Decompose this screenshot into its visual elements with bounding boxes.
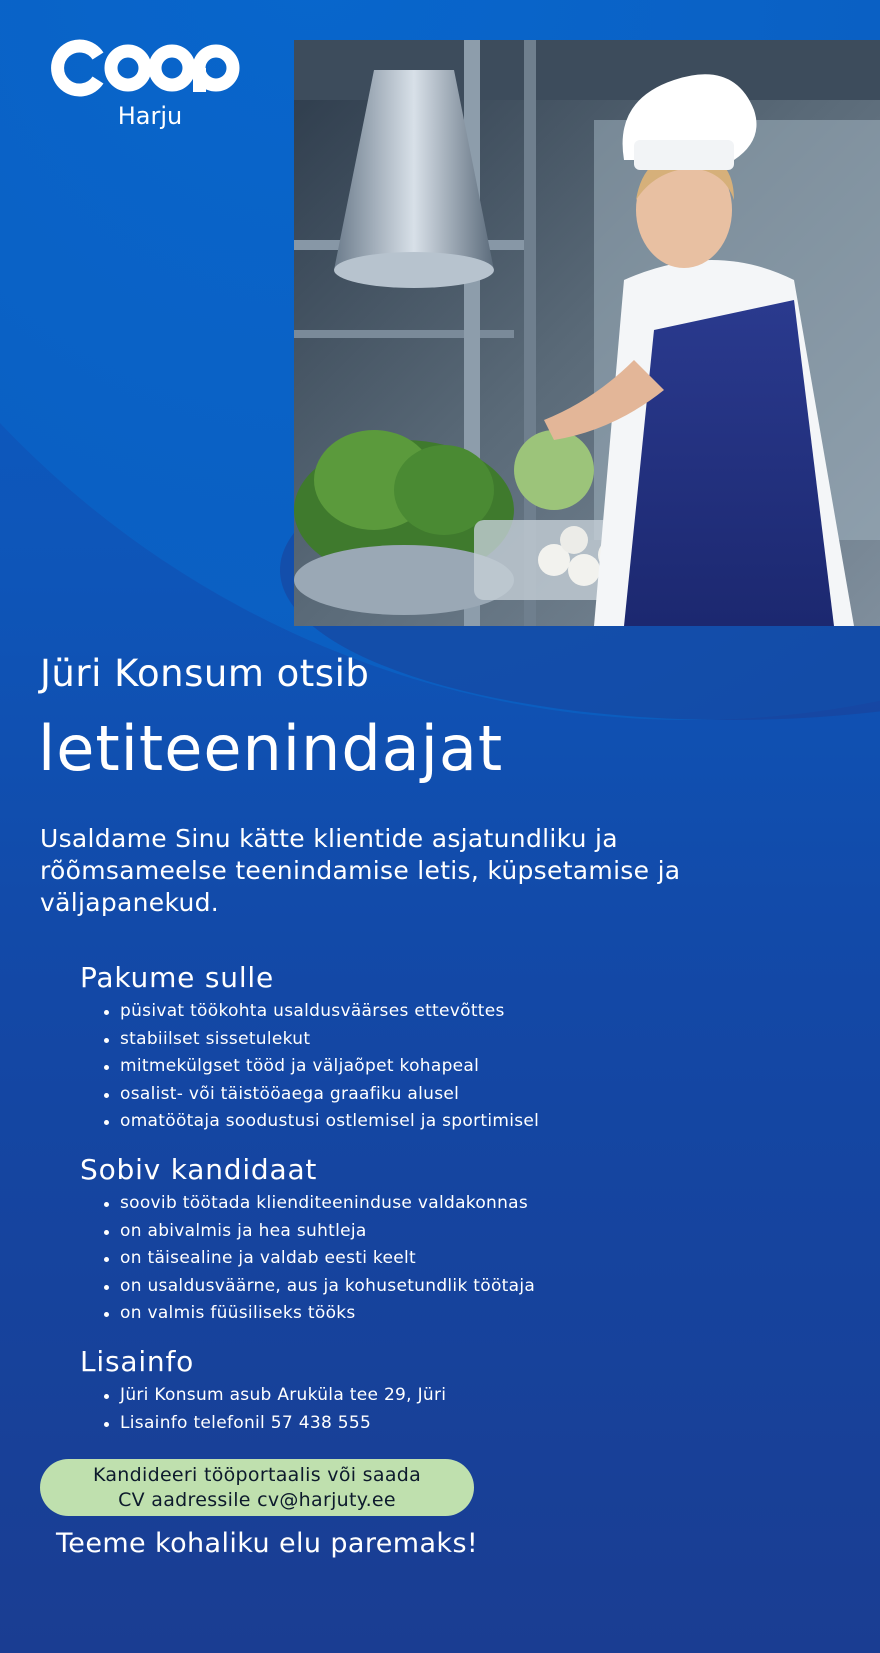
candidate-list [104,1190,780,1328]
section-heading: Lisainfo [80,1345,195,1378]
apply-button[interactable] [40,1459,474,1516]
list-item: on valmis füüsiliseks tööks [104,1300,780,1328]
list-item: on usaldusväärne, aus ja kohusetundlik töötaja [104,1273,780,1301]
list-item: stabiilset sissetulekut [104,1026,780,1054]
section-candidate [80,1153,780,1328]
offer-list [104,998,780,1136]
coop-logo [50,38,250,134]
section-info [80,1345,780,1437]
job-intro: Usaldame Sinu kätte klientide asjatundliku ja rõõmsameelse teenindamise letis, küpsetamise ja väljapanekud. [40,824,681,917]
employer-line: Jüri Konsum otsib [40,652,370,695]
section-heading: Sobiv kandidaat [80,1153,318,1186]
info-list [104,1382,780,1437]
list-item: on abivalmis ja hea suhtleja [104,1218,780,1246]
tagline: Teeme kohaliku elu paremaks! [56,1528,479,1559]
job-title: letiteenindajat [38,712,504,785]
section-offer [80,961,780,1136]
list-item: omatöötaja soodustusi ostlemisel ja sportimisel [104,1108,780,1136]
list-item: mitmekülgset tööd ja väljaõpet kohapeal [104,1053,780,1081]
list-item: Lisainfo telefonil 57 438 555 [104,1410,780,1438]
apply-button-line2: CV aadressile cv@harjuty.ee [118,1489,396,1511]
list-item: on täisealine ja valdab eesti keelt [104,1245,780,1273]
apply-button-line1: Kandideeri tööportaalis või saada [92,1464,422,1486]
photo-illustration [294,40,880,626]
section-heading: Pakume sulle [80,961,275,994]
coop-wordmark-icon [50,38,250,98]
list-item: soovib töötada klienditeeninduse valdakonnas [104,1190,780,1218]
list-item: Jüri Konsum asub Aruküla tee 29, Jüri [104,1382,780,1410]
region-label: Harju [117,102,183,130]
chef-photo [294,40,880,626]
list-item: püsivat töökohta usaldusväärses ettevõttes [104,998,780,1026]
list-item: osalist- või täistööaega graafiku alusel [104,1081,780,1109]
